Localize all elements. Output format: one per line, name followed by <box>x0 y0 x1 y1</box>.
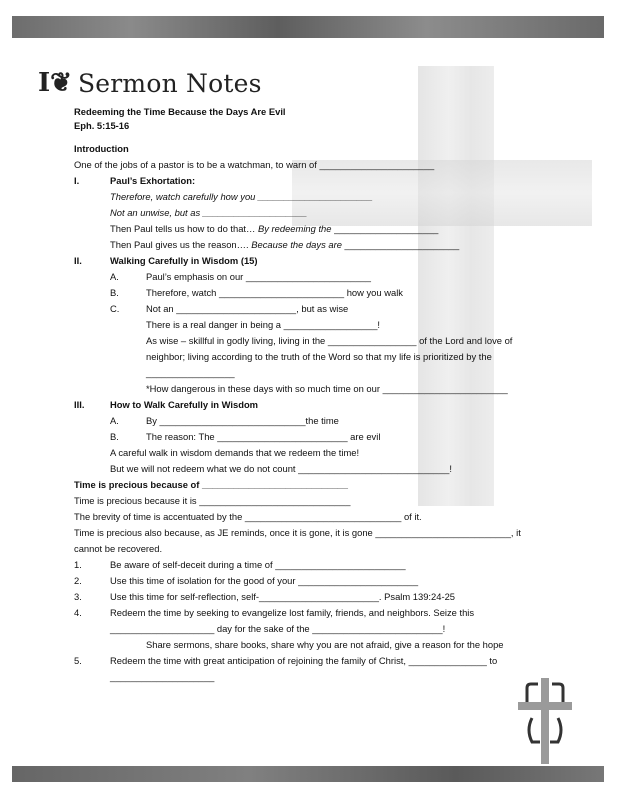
intro-text: One of the jobs of a pastor is to be a watchman, to warn of ______________________ <box>74 159 435 170</box>
point-1-number: 1. <box>74 559 82 570</box>
time-precious-line-3: Time is precious also because, as JE reminds, once it is gone, it is gone __________________________, it <box>74 527 521 538</box>
point-4-text-2: ____________________ day for the sake of the _________________________! <box>110 623 446 634</box>
top-banner <box>12 16 604 38</box>
point-2-number: 2. <box>74 575 82 586</box>
section-2-number: II. <box>74 255 82 266</box>
section-3-b-letter: B. <box>110 431 119 442</box>
section-2-b-text: Therefore, watch ________________________ how you walk <box>146 287 403 298</box>
bottom-banner <box>12 766 604 782</box>
time-precious-heading: Time is precious because of ____________________________ <box>74 479 348 490</box>
point-3-number: 3. <box>74 591 82 602</box>
section-2-c-line-5: *How dangerous in these days with so much time on our ________________________ <box>146 383 508 394</box>
header-brand <box>38 66 262 100</box>
section-1-line-b: Not an unwise, but as ____________________ <box>110 207 308 218</box>
point-4-text: Redeem the time by seeking to evangelize lost family, friends, and neighbors. Seize this <box>110 607 475 618</box>
section-1-line-c-part-3: ____________________ <box>331 223 439 234</box>
section-1-line-d <box>110 239 459 251</box>
section-1-line-d-part-2: Because the days are <box>251 239 342 250</box>
section-2-c-line-3: neighbor; living according to the truth of the Word so that my life is prioritized by the <box>146 351 492 362</box>
section-3-title: How to Walk Carefully in Wisdom <box>110 399 259 410</box>
section-1-title: Paul’s Exhortation: <box>110 175 196 186</box>
sermon-reference: Eph. 5:15-16 <box>74 120 130 131</box>
brand-mark-icon: I❦ <box>38 68 72 98</box>
section-2-c-line-4: _________________ <box>146 367 235 378</box>
time-precious-line-2: The brevity of time is accentuated by the ______________________________ of it. <box>74 511 422 522</box>
section-2-title: Walking Carefully in Wisdom (15) <box>110 255 258 266</box>
section-1-number: I. <box>74 175 80 186</box>
section-1-line-c-part-2: By redeeming the <box>258 223 332 234</box>
section-2-a-letter: A. <box>110 271 119 282</box>
point-2-text: Use this time of isolation for the good of your _______________________ <box>110 575 419 586</box>
point-4-number: 4. <box>74 607 82 618</box>
point-4-text-3: Share sermons, share books, share why you are not afraid, give a reason for the hope <box>146 639 504 650</box>
section-1-line-c-part-1: Then Paul tells us how to do that… <box>110 223 258 234</box>
section-3-b-text: The reason: The _________________________ are evil <box>146 431 381 442</box>
section-3-a-text: By ____________________________the time <box>146 415 339 426</box>
point-5-text-2: ____________________ <box>110 671 215 682</box>
section-1-line-d-part-1: Then Paul gives us the reason…. <box>110 239 252 250</box>
page-title: Sermon Notes <box>77 68 262 98</box>
section-1-line-d-part-3: ______________________ <box>341 239 460 250</box>
section-1-line-a: Therefore, watch carefully how you ______________________ <box>110 191 373 202</box>
section-3-number: III. <box>74 399 85 410</box>
time-precious-line-4: cannot be recovered. <box>74 543 163 554</box>
background-cross-vertical <box>418 66 494 506</box>
section-2-c-line-1: There is a real danger in being a __________________! <box>146 319 381 330</box>
section-1-line-c <box>110 223 438 235</box>
point-5-number: 5. <box>74 655 82 666</box>
point-1-text: Be aware of self-deceit during a time of _________________________ <box>110 559 406 570</box>
section-2-c-letter: C. <box>110 303 120 314</box>
time-precious-line-1: Time is precious because it is _____________________________ <box>74 495 351 506</box>
point-5-text: Redeem the time with great anticipation of rejoining the family of Christ, _______________ to <box>110 655 498 666</box>
section-2-b-letter: B. <box>110 287 119 298</box>
intro-heading: Introduction <box>74 143 129 154</box>
church-logo-icon <box>518 678 572 769</box>
section-3-line-c: A careful walk in wisdom demands that we redeem the time! <box>110 447 360 458</box>
section-3-line-d: But we will not redeem what we do not count _____________________________! <box>110 463 452 474</box>
section-2-c-text: Not an _______________________, but as wise <box>146 303 349 314</box>
section-2-c-line-2: As wise – skillful in godly living, living in the _________________ of the Lord and love of <box>146 335 513 346</box>
section-2-a-text: Paul’s emphasis on our ________________________ <box>146 271 372 282</box>
sermon-title: Redeeming the Time Because the Days Are Evil <box>74 106 286 117</box>
section-3-a-letter: A. <box>110 415 119 426</box>
point-3-text: Use this time for self-reflection, self-_______________________. Psalm 139:24-25 <box>110 591 456 602</box>
